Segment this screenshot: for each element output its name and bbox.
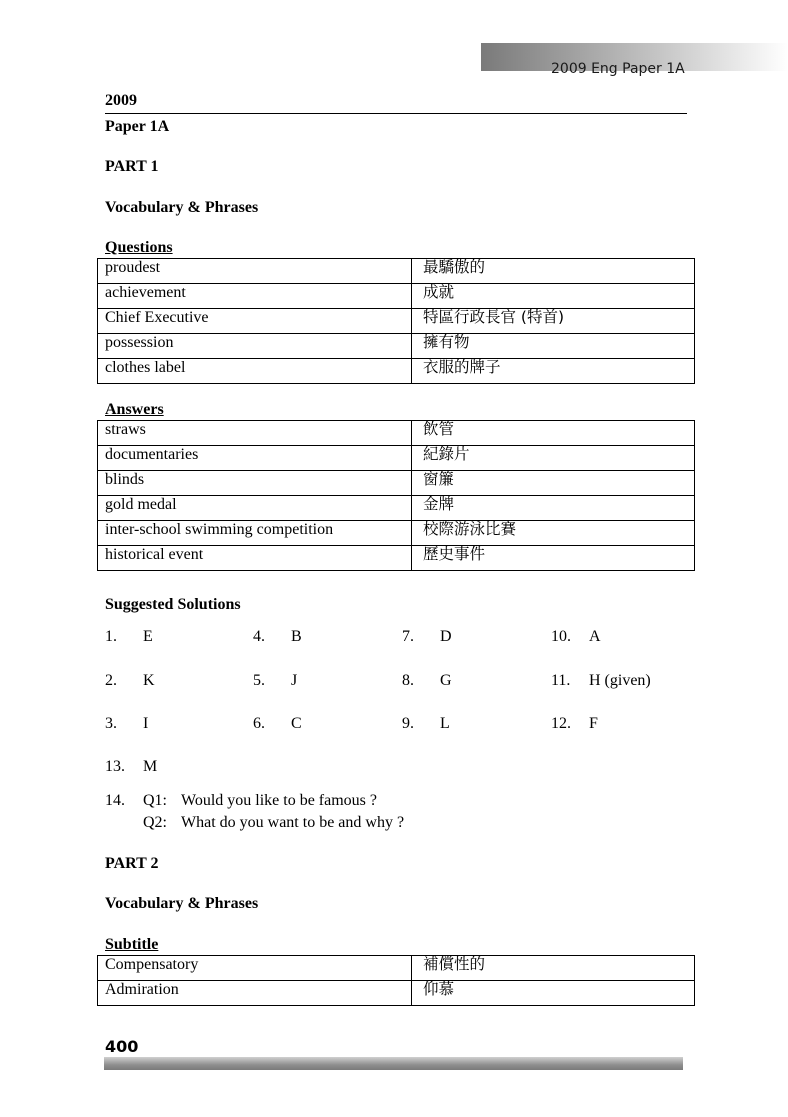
table-row bbox=[98, 334, 695, 359]
answer-value: K bbox=[143, 672, 155, 689]
term-zh: 擁有物 bbox=[412, 334, 695, 359]
answer-number: 11. bbox=[551, 672, 571, 689]
answer-value: C bbox=[291, 715, 302, 732]
term-zh: 特區行政長官 (特首) bbox=[412, 309, 695, 334]
answer-value: M bbox=[143, 758, 158, 775]
answers-label: Answers bbox=[105, 401, 164, 418]
running-header: 2009 Eng Paper 1A bbox=[551, 61, 685, 77]
part2-vocab-heading: Vocabulary & Phrases bbox=[105, 895, 259, 912]
term-en: achievement bbox=[98, 284, 412, 309]
answer-number: 8. bbox=[402, 672, 414, 689]
answer-value: L bbox=[440, 715, 450, 732]
answer-number: 4. bbox=[253, 628, 265, 645]
q14-q1-label: Q1: bbox=[143, 792, 167, 809]
term-en: clothes label bbox=[98, 359, 412, 384]
answer-number: 7. bbox=[402, 628, 414, 645]
footer-bar bbox=[104, 1057, 683, 1070]
answer-value: J bbox=[291, 672, 298, 689]
questions-label: Questions bbox=[105, 239, 173, 256]
table-row bbox=[98, 359, 695, 384]
table-row bbox=[98, 496, 695, 521]
answer-number: 2. bbox=[105, 672, 117, 689]
term-zh: 補償性的 bbox=[412, 956, 695, 981]
answer-number: 10. bbox=[551, 628, 571, 645]
part2-heading: PART 2 bbox=[105, 855, 159, 872]
doc-paper: Paper 1A bbox=[105, 118, 170, 135]
doc-year: 2009 bbox=[105, 92, 137, 109]
term-en: possession bbox=[98, 334, 412, 359]
page-number: 400 bbox=[105, 1037, 139, 1056]
part1-heading: PART 1 bbox=[105, 158, 159, 175]
table-row bbox=[98, 284, 695, 309]
answer-value: A bbox=[589, 628, 601, 645]
term-zh: 成就 bbox=[412, 284, 695, 309]
term-en: Chief Executive bbox=[98, 309, 412, 334]
term-en: inter-school swimming competition bbox=[98, 521, 412, 546]
q14-q1-text: Would you like to be famous ? bbox=[181, 792, 378, 809]
term-zh: 校際游泳比賽 bbox=[412, 521, 695, 546]
answer-value: H (given) bbox=[589, 672, 651, 689]
table-row bbox=[98, 546, 695, 571]
table-row bbox=[98, 309, 695, 334]
answer-number: 12. bbox=[551, 715, 571, 732]
table-row bbox=[98, 471, 695, 496]
part1-vocab-heading: Vocabulary & Phrases bbox=[105, 199, 259, 216]
answers-table bbox=[97, 420, 695, 571]
term-zh: 仰慕 bbox=[412, 981, 695, 1006]
q14-q2-text: What do you want to be and why ? bbox=[181, 814, 405, 831]
term-zh: 最驕傲的 bbox=[412, 259, 695, 284]
answer-value: D bbox=[440, 628, 452, 645]
term-en: documentaries bbox=[98, 446, 412, 471]
answer-number: 9. bbox=[402, 715, 414, 732]
term-zh: 紀錄片 bbox=[412, 446, 695, 471]
answer-number: 13. bbox=[105, 758, 125, 775]
questions-table bbox=[97, 258, 695, 384]
answer-number: 1. bbox=[105, 628, 117, 645]
answer-value: G bbox=[440, 672, 452, 689]
subtitle-table bbox=[97, 955, 695, 1006]
title-rule bbox=[105, 113, 687, 114]
answer-number: 6. bbox=[253, 715, 265, 732]
answer-value: I bbox=[143, 715, 149, 732]
answer-number: 3. bbox=[105, 715, 117, 732]
subtitle-label: Subtitle bbox=[105, 936, 159, 953]
term-zh: 金牌 bbox=[412, 496, 695, 521]
term-zh: 飲管 bbox=[412, 421, 695, 446]
answer-value: F bbox=[589, 715, 598, 732]
table-row bbox=[98, 421, 695, 446]
table-row bbox=[98, 259, 695, 284]
answer-value: B bbox=[291, 628, 302, 645]
term-en: Admiration bbox=[98, 981, 412, 1006]
term-en: historical event bbox=[98, 546, 412, 571]
q14-q2-label: Q2: bbox=[143, 814, 167, 831]
table-row bbox=[98, 956, 695, 981]
term-en: gold medal bbox=[98, 496, 412, 521]
answer-value: E bbox=[143, 628, 153, 645]
answer-number: 5. bbox=[253, 672, 265, 689]
term-en: straws bbox=[98, 421, 412, 446]
table-row bbox=[98, 446, 695, 471]
term-en: proudest bbox=[98, 259, 412, 284]
term-zh: 窗簾 bbox=[412, 471, 695, 496]
term-en: blinds bbox=[98, 471, 412, 496]
term-zh: 衣服的牌子 bbox=[412, 359, 695, 384]
q14-number: 14. bbox=[105, 792, 125, 809]
table-row bbox=[98, 521, 695, 546]
solutions-heading: Suggested Solutions bbox=[105, 596, 241, 613]
table-row bbox=[98, 981, 695, 1006]
term-zh: 歷史事件 bbox=[412, 546, 695, 571]
term-en: Compensatory bbox=[98, 956, 412, 981]
